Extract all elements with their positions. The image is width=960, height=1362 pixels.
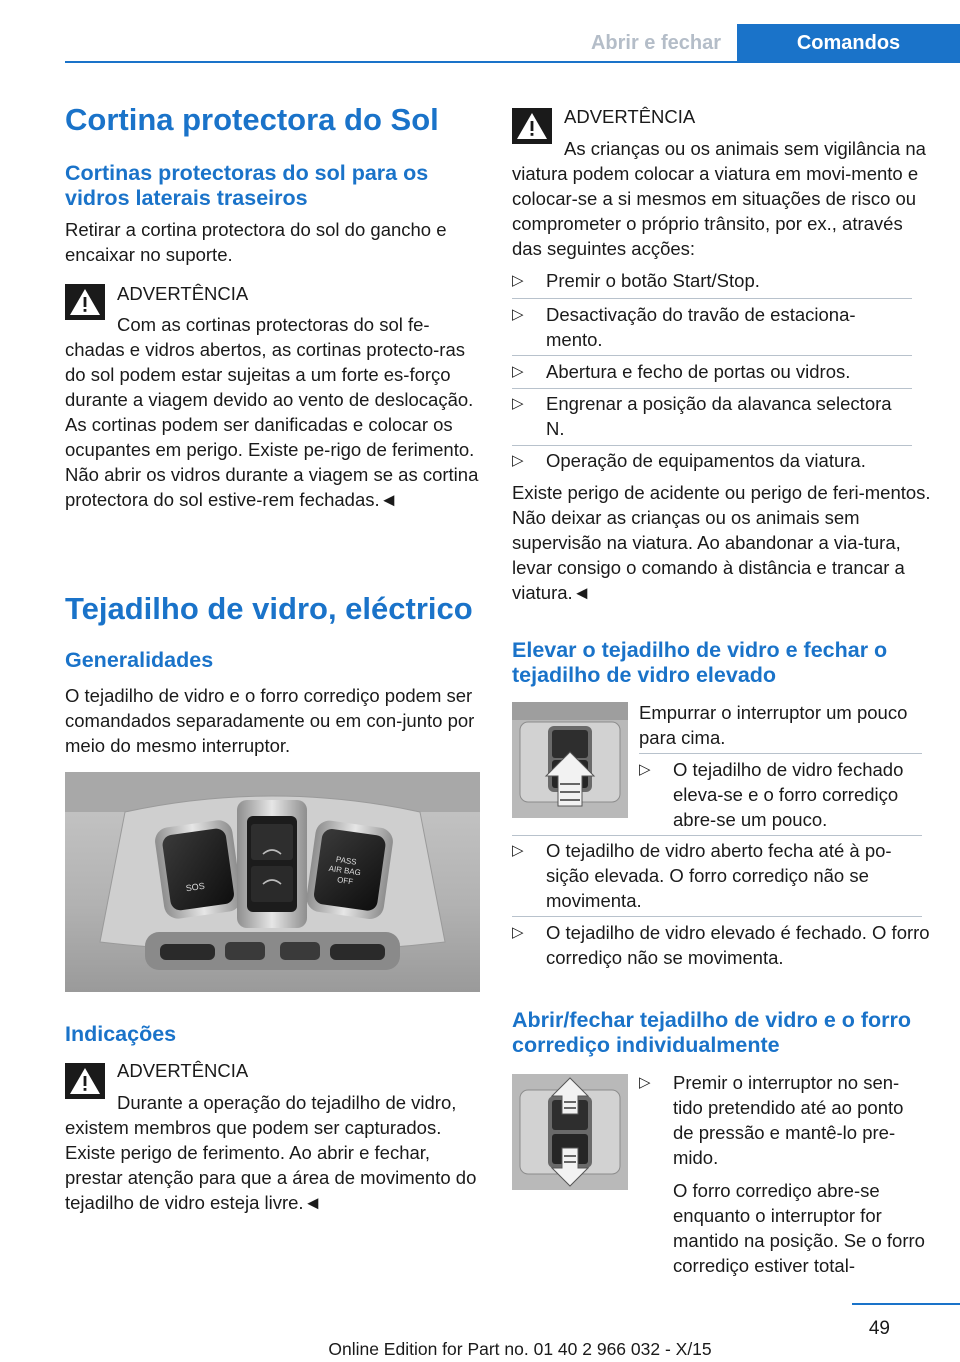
list-item: ▷ Abertura e fecho de portas ou vidros.: [512, 361, 851, 382]
triangle-bullet-icon: ▷: [639, 1074, 651, 1091]
page-header: [0, 0, 960, 62]
triangle-bullet-icon: ▷: [512, 395, 524, 412]
divider: [512, 835, 922, 836]
overhead-console-image: [65, 772, 480, 992]
heading-open-close: Abrir/fechar tejadilho de vidro e o forro corrediço individualmente: [512, 1008, 912, 1057]
divider: [639, 753, 922, 754]
footer-rule: [852, 1303, 960, 1305]
triangle-bullet-icon: ▷: [512, 306, 524, 323]
list-item: ▷ Premir o botão Start/Stop.: [512, 270, 760, 291]
warning-title: ADVERTÊNCIA: [117, 1060, 249, 1081]
triangle-bullet-icon: ▷: [639, 761, 651, 778]
pass-label: PASS: [335, 854, 358, 867]
section-tab: Abrir e fechar: [590, 31, 722, 54]
heading-glass-roof: Tejadilho de vidro, eléctrico: [65, 591, 473, 626]
warning-title: ADVERTÊNCIA: [117, 283, 249, 304]
list-item: ▷ Desactivação do travão de estaciona-mento.: [512, 304, 856, 350]
paragraph-general: O tejadilho de vidro e o forro corrediço podem ser comandados separadamente ou em con-junto por meio do mesmo interruptor.: [65, 685, 475, 756]
off-label: OFF: [336, 875, 354, 887]
triangle-bullet-icon: ▷: [512, 842, 524, 859]
warning-text: Com as cortinas protectoras do sol fe-chadas e vidros abertos, as cortinas protecto-ras do sol podem estar sujeitas a um forte es-forço durante a viagem devido ao vento de deslocação. As cortinas podem ser danificadas e colocar os ocupantes em perigo. Existe pe-rigo de ferimento. Não abrir os vidros durante a viagem se as cortina protectora do sol estive-rem fechadas.◄: [65, 314, 479, 510]
divider: [512, 298, 912, 299]
triangle-bullet-icon: ▷: [512, 452, 524, 469]
warning-title: ADVERTÊNCIA: [564, 106, 696, 127]
airbag-label: AIR BAG: [328, 863, 362, 878]
switch-up-image: [512, 702, 628, 818]
list-item: ▷ O tejadilho de vidro aberto fecha até à po-sição elevada. O forro corrediço não se movimenta.: [512, 840, 892, 911]
chapter-tab: Comandos: [737, 24, 960, 62]
switch-up-down-image: [512, 1074, 628, 1190]
triangle-bullet-icon: ▷: [512, 924, 524, 941]
warning-text: Durante a operação do tejadilho de vidro, existem membros que podem ser capturados. Existe perigo de ferimento. Ao abrir e fechar, prestar atenção para que a área de movimento do tejadilho de vidro esteja livre.◄: [65, 1092, 477, 1213]
divider: [512, 916, 922, 917]
list-item: ▷ Engrenar a posição da alavanca selectora N.: [512, 393, 892, 439]
sos-label: SOS: [185, 880, 206, 894]
heading-raise-roof: Elevar o tejadilho de vidro e fechar o tejadilho de vidro elevado: [512, 638, 888, 687]
paragraph-danger: Existe perigo de acidente ou perigo de feri-mentos. Não deixar as crianças ou os animais sem supervisão na viatura. Ao abandonar a via-tura, levar consigo o comando à distância e trancar a viatura.◄: [512, 482, 931, 603]
header-rule: [65, 61, 960, 63]
paragraph-rear-blinds: Retirar a cortina protectora do sol do gancho e encaixar no suporte.: [65, 219, 447, 265]
edition-footer: Online Edition for Part no. 01 40 2 966 032 - X/15: [328, 1339, 712, 1359]
list-item: ▷ O tejadilho de vidro elevado é fechado. O forro corrediço não se movimenta.: [512, 922, 930, 968]
paragraph-raise: Empurrar o interruptor um pouco para cima.: [639, 702, 908, 748]
divider: [512, 388, 912, 389]
divider: [512, 355, 912, 356]
list-item: ▷ Operação de equipamentos da viatura.: [512, 450, 866, 471]
heading-sun-blind: Cortina protectora do Sol: [65, 102, 439, 137]
warning-text: As crianças ou os animais sem vigilância na viatura podem colocar a viatura em movi-mento e colocar-se a si mesmos em situações de risco ou comprometer o próprio trânsito, por ex., através das seguintes acções:: [512, 138, 926, 259]
heading-rear-blinds: Cortinas protectoras do sol para os vidros laterais traseiros: [65, 161, 429, 210]
list-item: ▷ Premir o interruptor no sen-tido pretendido até ao ponto de pressão e mantê-lo pre-mido.: [639, 1072, 904, 1168]
triangle-bullet-icon: ▷: [512, 272, 524, 289]
heading-general: Generalidades: [65, 648, 214, 672]
divider: [512, 445, 912, 446]
page-number: 49: [868, 1318, 890, 1339]
triangle-bullet-icon: ▷: [512, 363, 524, 380]
paragraph-open-continued: O forro corrediço abre-se enquanto o interruptor for mantido na posição. Se o forro corrediço estiver total-: [673, 1180, 925, 1276]
heading-notes: Indicações: [65, 1022, 177, 1046]
list-item: ▷ O tejadilho de vidro fechado eleva-se e o forro corrediço abre-se um pouco.: [639, 759, 904, 830]
